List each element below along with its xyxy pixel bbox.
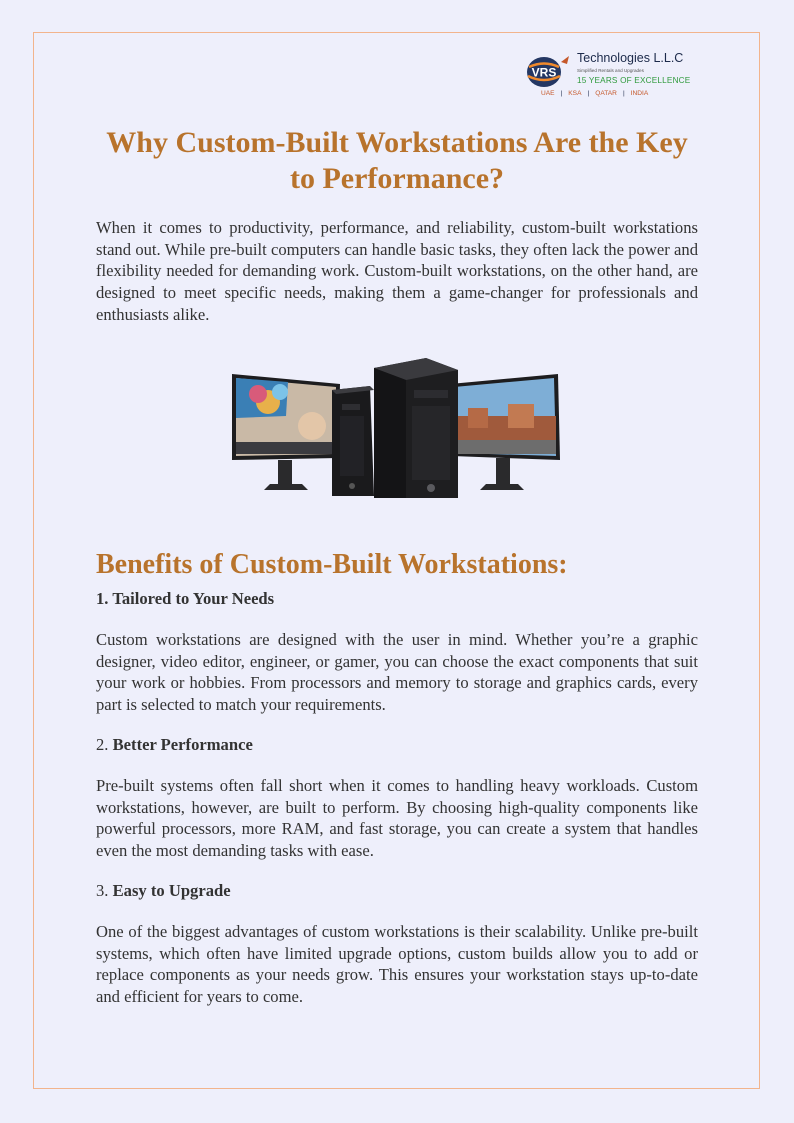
vrs-globe-icon — [525, 54, 573, 90]
section-3-heading — [96, 880, 231, 901]
section-number: 3. — [96, 881, 109, 900]
logo-mark-text: VRS — [531, 65, 557, 80]
left-monitor — [232, 374, 340, 490]
section-title: Tailored to Your Needs — [112, 589, 275, 608]
section-number: 1. — [96, 589, 109, 608]
small-tower — [332, 386, 374, 496]
region-qatar: QATAR — [595, 90, 617, 97]
region-ksa: KSA — [568, 90, 582, 97]
section-number: 2. — [96, 735, 109, 754]
section-1-heading — [96, 588, 274, 609]
section-3-body: One of the biggest advantages of custom workstations is their scalability. Unlike pre-built systems, which often have limited upgrade options, custom builds allow you to add or replace components as your needs grow. This ensures your workstation stays up-to-date and efficient for years to come. — [96, 922, 698, 1007]
region-uae: UAE — [541, 90, 555, 97]
company-logo — [525, 50, 700, 102]
large-tower — [374, 358, 458, 498]
region-india: INDIA — [630, 90, 649, 97]
section-2-heading — [96, 734, 253, 755]
intro-paragraph: When it comes to productivity, performance, and reliability, custom-built workstations stand out. While pre-built computers can handle basic tasks, they often lack the power and flexibility needed for demanding work. Custom-built workstations, on the other hand, are designed to meet specific needs, making them a game-changer for professionals and enthusiasts alike. — [96, 218, 698, 324]
logo-regions: UAE | KSA | QATAR | INDIA — [541, 90, 649, 97]
section-1-body: Custom workstations are designed with the user in mind. Whether you’re a graphic designer, video editor, engineer, or gamer, you can choose the exact components that suit your work or hobbies. From processors and memory to storage and graphics cards, every part is selected to match your requirements. — [96, 630, 698, 715]
section-title: Better Performance — [112, 735, 253, 754]
workstations-image — [228, 356, 564, 500]
section-2-body: Pre-built systems often fall short when it comes to handling heavy workloads. Custom workstations, however, are built to perform. By choosing high-quality components like powerful processors, more RAM, and fast storage, you can create a system that handles even the most demanding tasks with ease. — [96, 776, 698, 861]
logo-tagline: Simplified Rentals and Upgrades — [577, 68, 644, 73]
section-title: Easy to Upgrade — [112, 881, 231, 900]
right-monitor — [450, 374, 560, 490]
logo-company-name: Technologies L.L.C — [577, 51, 684, 65]
logo-excellence: 15 YEARS OF EXCELLENCE — [577, 76, 691, 85]
benefits-heading: Benefits of Custom-Built Workstations: — [96, 549, 568, 580]
page-title: Why Custom-Built Workstations Are the Key to Performance? — [106, 126, 688, 195]
